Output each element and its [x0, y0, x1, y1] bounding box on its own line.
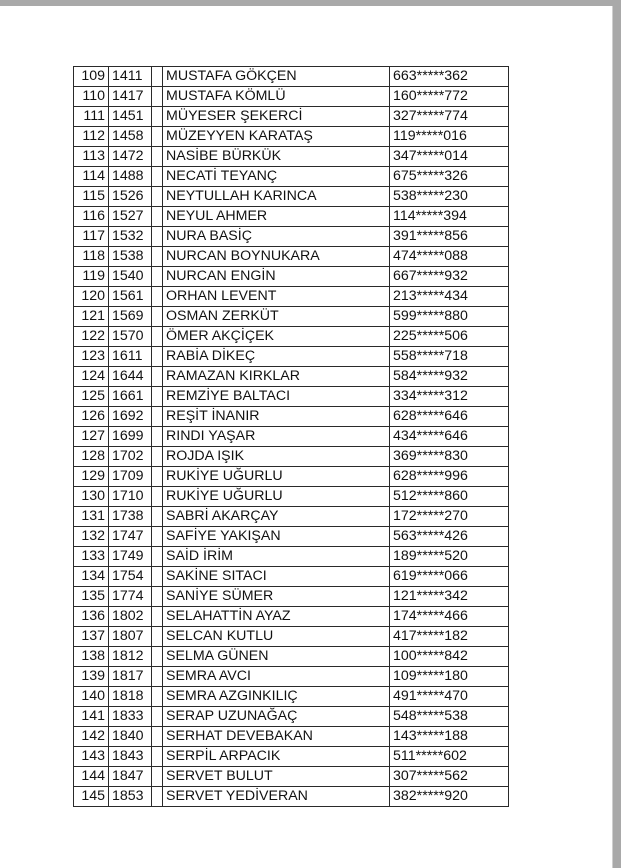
scan-edge-shadow: [612, 6, 613, 868]
spacer-column: [152, 507, 163, 527]
masked-phone: 558*****718: [390, 347, 509, 367]
row-number: 128: [74, 447, 109, 467]
spacer-column: [152, 767, 163, 787]
full-name: NURA BASİÇ: [163, 227, 390, 247]
full-name: MUSTAFA GÖKÇEN: [163, 67, 390, 87]
masked-phone: 109*****180: [390, 667, 509, 687]
masked-phone: 511*****602: [390, 747, 509, 767]
spacer-column: [152, 527, 163, 547]
record-id: 1692: [109, 407, 152, 427]
table-row: [74, 87, 509, 107]
masked-phone: 307*****562: [390, 767, 509, 787]
record-id: 1812: [109, 647, 152, 667]
spacer-column: [152, 167, 163, 187]
full-name: SAFİYE YAKIŞAN: [163, 527, 390, 547]
masked-phone: 584*****932: [390, 367, 509, 387]
table-row: [74, 327, 509, 347]
full-name: RABİA DİKEÇ: [163, 347, 390, 367]
masked-phone: 327*****774: [390, 107, 509, 127]
table-row: [74, 507, 509, 527]
masked-phone: 369*****830: [390, 447, 509, 467]
spacer-column: [152, 707, 163, 727]
table-row: [74, 467, 509, 487]
row-number: 119: [74, 267, 109, 287]
spacer-column: [152, 587, 163, 607]
row-number: 110: [74, 87, 109, 107]
spacer-column: [152, 747, 163, 767]
record-id: 1661: [109, 387, 152, 407]
record-id: 1611: [109, 347, 152, 367]
spacer-column: [152, 127, 163, 147]
row-number: 114: [74, 167, 109, 187]
row-number: 121: [74, 307, 109, 327]
table-row: [74, 787, 509, 807]
masked-phone: 172*****270: [390, 507, 509, 527]
table-row: [74, 367, 509, 387]
spacer-column: [152, 287, 163, 307]
spacer-column: [152, 627, 163, 647]
full-name: RINDI YAŞAR: [163, 427, 390, 447]
spacer-column: [152, 407, 163, 427]
table-row: [74, 587, 509, 607]
record-id: 1699: [109, 427, 152, 447]
masked-phone: 160*****772: [390, 87, 509, 107]
row-number: 140: [74, 687, 109, 707]
row-number: 132: [74, 527, 109, 547]
record-id: 1833: [109, 707, 152, 727]
table-row: [74, 747, 509, 767]
table-row: [74, 167, 509, 187]
record-id: 1702: [109, 447, 152, 467]
masked-phone: 225*****506: [390, 327, 509, 347]
full-name: SAİD İRİM: [163, 547, 390, 567]
masked-phone: 391*****856: [390, 227, 509, 247]
full-name: MÜYESER ŞEKERCİ: [163, 107, 390, 127]
full-name: SELCAN KUTLU: [163, 627, 390, 647]
spacer-column: [152, 147, 163, 167]
masked-phone: 417*****182: [390, 627, 509, 647]
spacer-column: [152, 787, 163, 807]
masked-phone: 599*****880: [390, 307, 509, 327]
table-row: [74, 407, 509, 427]
row-number: 131: [74, 507, 109, 527]
spacer-column: [152, 647, 163, 667]
masked-phone: 100*****842: [390, 647, 509, 667]
row-number: 143: [74, 747, 109, 767]
table-row: [74, 427, 509, 447]
full-name: SABRİ AKARÇAY: [163, 507, 390, 527]
table-row: [74, 707, 509, 727]
masked-phone: 663*****362: [390, 67, 509, 87]
record-id: 1853: [109, 787, 152, 807]
masked-phone: 334*****312: [390, 387, 509, 407]
spacer-column: [152, 367, 163, 387]
table-row: [74, 187, 509, 207]
record-id: 1738: [109, 507, 152, 527]
full-name: SAKİNE SITACI: [163, 567, 390, 587]
full-name: MÜZEYYEN KARATAŞ: [163, 127, 390, 147]
row-number: 125: [74, 387, 109, 407]
scan-edge-top: [0, 0, 621, 6]
table-row: [74, 247, 509, 267]
full-name: RUKİYE UĞURLU: [163, 467, 390, 487]
record-id: 1747: [109, 527, 152, 547]
record-id: 1710: [109, 487, 152, 507]
record-id: 1569: [109, 307, 152, 327]
full-name: ROJDA IŞIK: [163, 447, 390, 467]
full-name: MUSTAFA KÖMLÜ: [163, 87, 390, 107]
full-name: SEMRA AVCI: [163, 667, 390, 687]
table-row: [74, 207, 509, 227]
full-name: SEMRA AZGINKILIÇ: [163, 687, 390, 707]
full-name: RAMAZAN KIRKLAR: [163, 367, 390, 387]
roster-body: [74, 67, 509, 807]
table-row: [74, 647, 509, 667]
full-name: ÖMER AKÇİÇEK: [163, 327, 390, 347]
record-id: 1644: [109, 367, 152, 387]
record-id: 1840: [109, 727, 152, 747]
row-number: 145: [74, 787, 109, 807]
spacer-column: [152, 67, 163, 87]
row-number: 116: [74, 207, 109, 227]
table-row: [74, 227, 509, 247]
spacer-column: [152, 107, 163, 127]
table-row: [74, 267, 509, 287]
table-row: [74, 307, 509, 327]
full-name: SELAHATTİN AYAZ: [163, 607, 390, 627]
spacer-column: [152, 307, 163, 327]
masked-phone: 538*****230: [390, 187, 509, 207]
spacer-column: [152, 687, 163, 707]
full-name: SERAP UZUNAĞAÇ: [163, 707, 390, 727]
masked-phone: 628*****646: [390, 407, 509, 427]
spacer-column: [152, 207, 163, 227]
masked-phone: 143*****188: [390, 727, 509, 747]
row-number: 135: [74, 587, 109, 607]
full-name: SERVET YEDİVERAN: [163, 787, 390, 807]
masked-phone: 675*****326: [390, 167, 509, 187]
full-name: NECATİ TEYANÇ: [163, 167, 390, 187]
table-row: [74, 667, 509, 687]
table-row: [74, 127, 509, 147]
spacer-column: [152, 447, 163, 467]
row-number: 120: [74, 287, 109, 307]
record-id: 1527: [109, 207, 152, 227]
record-id: 1774: [109, 587, 152, 607]
spacer-column: [152, 427, 163, 447]
table-row: [74, 67, 509, 87]
full-name: SERHAT DEVEBAKAN: [163, 727, 390, 747]
full-name: RUKİYE UĞURLU: [163, 487, 390, 507]
row-number: 126: [74, 407, 109, 427]
record-id: 1802: [109, 607, 152, 627]
masked-phone: 628*****996: [390, 467, 509, 487]
spacer-column: [152, 487, 163, 507]
masked-phone: 548*****538: [390, 707, 509, 727]
row-number: 134: [74, 567, 109, 587]
full-name: SELMA GÜNEN: [163, 647, 390, 667]
masked-phone: 382*****920: [390, 787, 509, 807]
spacer-column: [152, 727, 163, 747]
masked-phone: 174*****466: [390, 607, 509, 627]
scan-edge-right: [613, 0, 621, 868]
spacer-column: [152, 667, 163, 687]
record-id: 1847: [109, 767, 152, 787]
roster-table: [73, 66, 509, 807]
full-name: ORHAN LEVENT: [163, 287, 390, 307]
full-name: REŞİT İNANIR: [163, 407, 390, 427]
record-id: 1561: [109, 287, 152, 307]
row-number: 136: [74, 607, 109, 627]
record-id: 1843: [109, 747, 152, 767]
masked-phone: 119*****016: [390, 127, 509, 147]
record-id: 1526: [109, 187, 152, 207]
spacer-column: [152, 567, 163, 587]
row-number: 142: [74, 727, 109, 747]
masked-phone: 189*****520: [390, 547, 509, 567]
row-number: 123: [74, 347, 109, 367]
record-id: 1754: [109, 567, 152, 587]
record-id: 1532: [109, 227, 152, 247]
row-number: 137: [74, 627, 109, 647]
spacer-column: [152, 267, 163, 287]
table-row: [74, 687, 509, 707]
masked-phone: 434*****646: [390, 427, 509, 447]
masked-phone: 347*****014: [390, 147, 509, 167]
record-id: 1570: [109, 327, 152, 347]
table-row: [74, 107, 509, 127]
full-name: NEYUL AHMER: [163, 207, 390, 227]
spacer-column: [152, 467, 163, 487]
row-number: 111: [74, 107, 109, 127]
table-row: [74, 627, 509, 647]
table-row: [74, 767, 509, 787]
record-id: 1417: [109, 87, 152, 107]
full-name: SANİYE SÜMER: [163, 587, 390, 607]
row-number: 117: [74, 227, 109, 247]
spacer-column: [152, 327, 163, 347]
table-row: [74, 487, 509, 507]
table-row: [74, 387, 509, 407]
spacer-column: [152, 347, 163, 367]
record-id: 1538: [109, 247, 152, 267]
spacer-column: [152, 227, 163, 247]
row-number: 133: [74, 547, 109, 567]
spacer-column: [152, 547, 163, 567]
record-id: 1488: [109, 167, 152, 187]
row-number: 139: [74, 667, 109, 687]
row-number: 144: [74, 767, 109, 787]
table-row: [74, 147, 509, 167]
masked-phone: 619*****066: [390, 567, 509, 587]
table-row: [74, 447, 509, 467]
table-row: [74, 347, 509, 367]
row-number: 112: [74, 127, 109, 147]
row-number: 115: [74, 187, 109, 207]
full-name: OSMAN ZERKÜT: [163, 307, 390, 327]
full-name: REMZİYE BALTACI: [163, 387, 390, 407]
row-number: 127: [74, 427, 109, 447]
row-number: 122: [74, 327, 109, 347]
record-id: 1411: [109, 67, 152, 87]
table-row: [74, 287, 509, 307]
record-id: 1472: [109, 147, 152, 167]
full-name: NURCAN BOYNUKARA: [163, 247, 390, 267]
masked-phone: 121*****342: [390, 587, 509, 607]
row-number: 141: [74, 707, 109, 727]
spacer-column: [152, 247, 163, 267]
record-id: 1540: [109, 267, 152, 287]
table-row: [74, 727, 509, 747]
record-id: 1749: [109, 547, 152, 567]
record-id: 1818: [109, 687, 152, 707]
spacer-column: [152, 87, 163, 107]
record-id: 1458: [109, 127, 152, 147]
masked-phone: 667*****932: [390, 267, 509, 287]
record-id: 1817: [109, 667, 152, 687]
spacer-column: [152, 387, 163, 407]
row-number: 118: [74, 247, 109, 267]
row-number: 109: [74, 67, 109, 87]
masked-phone: 491*****470: [390, 687, 509, 707]
full-name: NEYTULLAH KARINCA: [163, 187, 390, 207]
table-row: [74, 547, 509, 567]
masked-phone: 213*****434: [390, 287, 509, 307]
spacer-column: [152, 607, 163, 627]
full-name: SERVET BULUT: [163, 767, 390, 787]
masked-phone: 563*****426: [390, 527, 509, 547]
full-name: NASİBE BÜRKÜK: [163, 147, 390, 167]
full-name: SERPİL ARPACIK: [163, 747, 390, 767]
row-number: 138: [74, 647, 109, 667]
row-number: 113: [74, 147, 109, 167]
row-number: 130: [74, 487, 109, 507]
record-id: 1709: [109, 467, 152, 487]
table-row: [74, 527, 509, 547]
row-number: 129: [74, 467, 109, 487]
record-id: 1451: [109, 107, 152, 127]
full-name: NURCAN ENGİN: [163, 267, 390, 287]
masked-phone: 474*****088: [390, 247, 509, 267]
spacer-column: [152, 187, 163, 207]
record-id: 1807: [109, 627, 152, 647]
table-row: [74, 607, 509, 627]
table-row: [74, 567, 509, 587]
row-number: 124: [74, 367, 109, 387]
masked-phone: 512*****860: [390, 487, 509, 507]
masked-phone: 114*****394: [390, 207, 509, 227]
